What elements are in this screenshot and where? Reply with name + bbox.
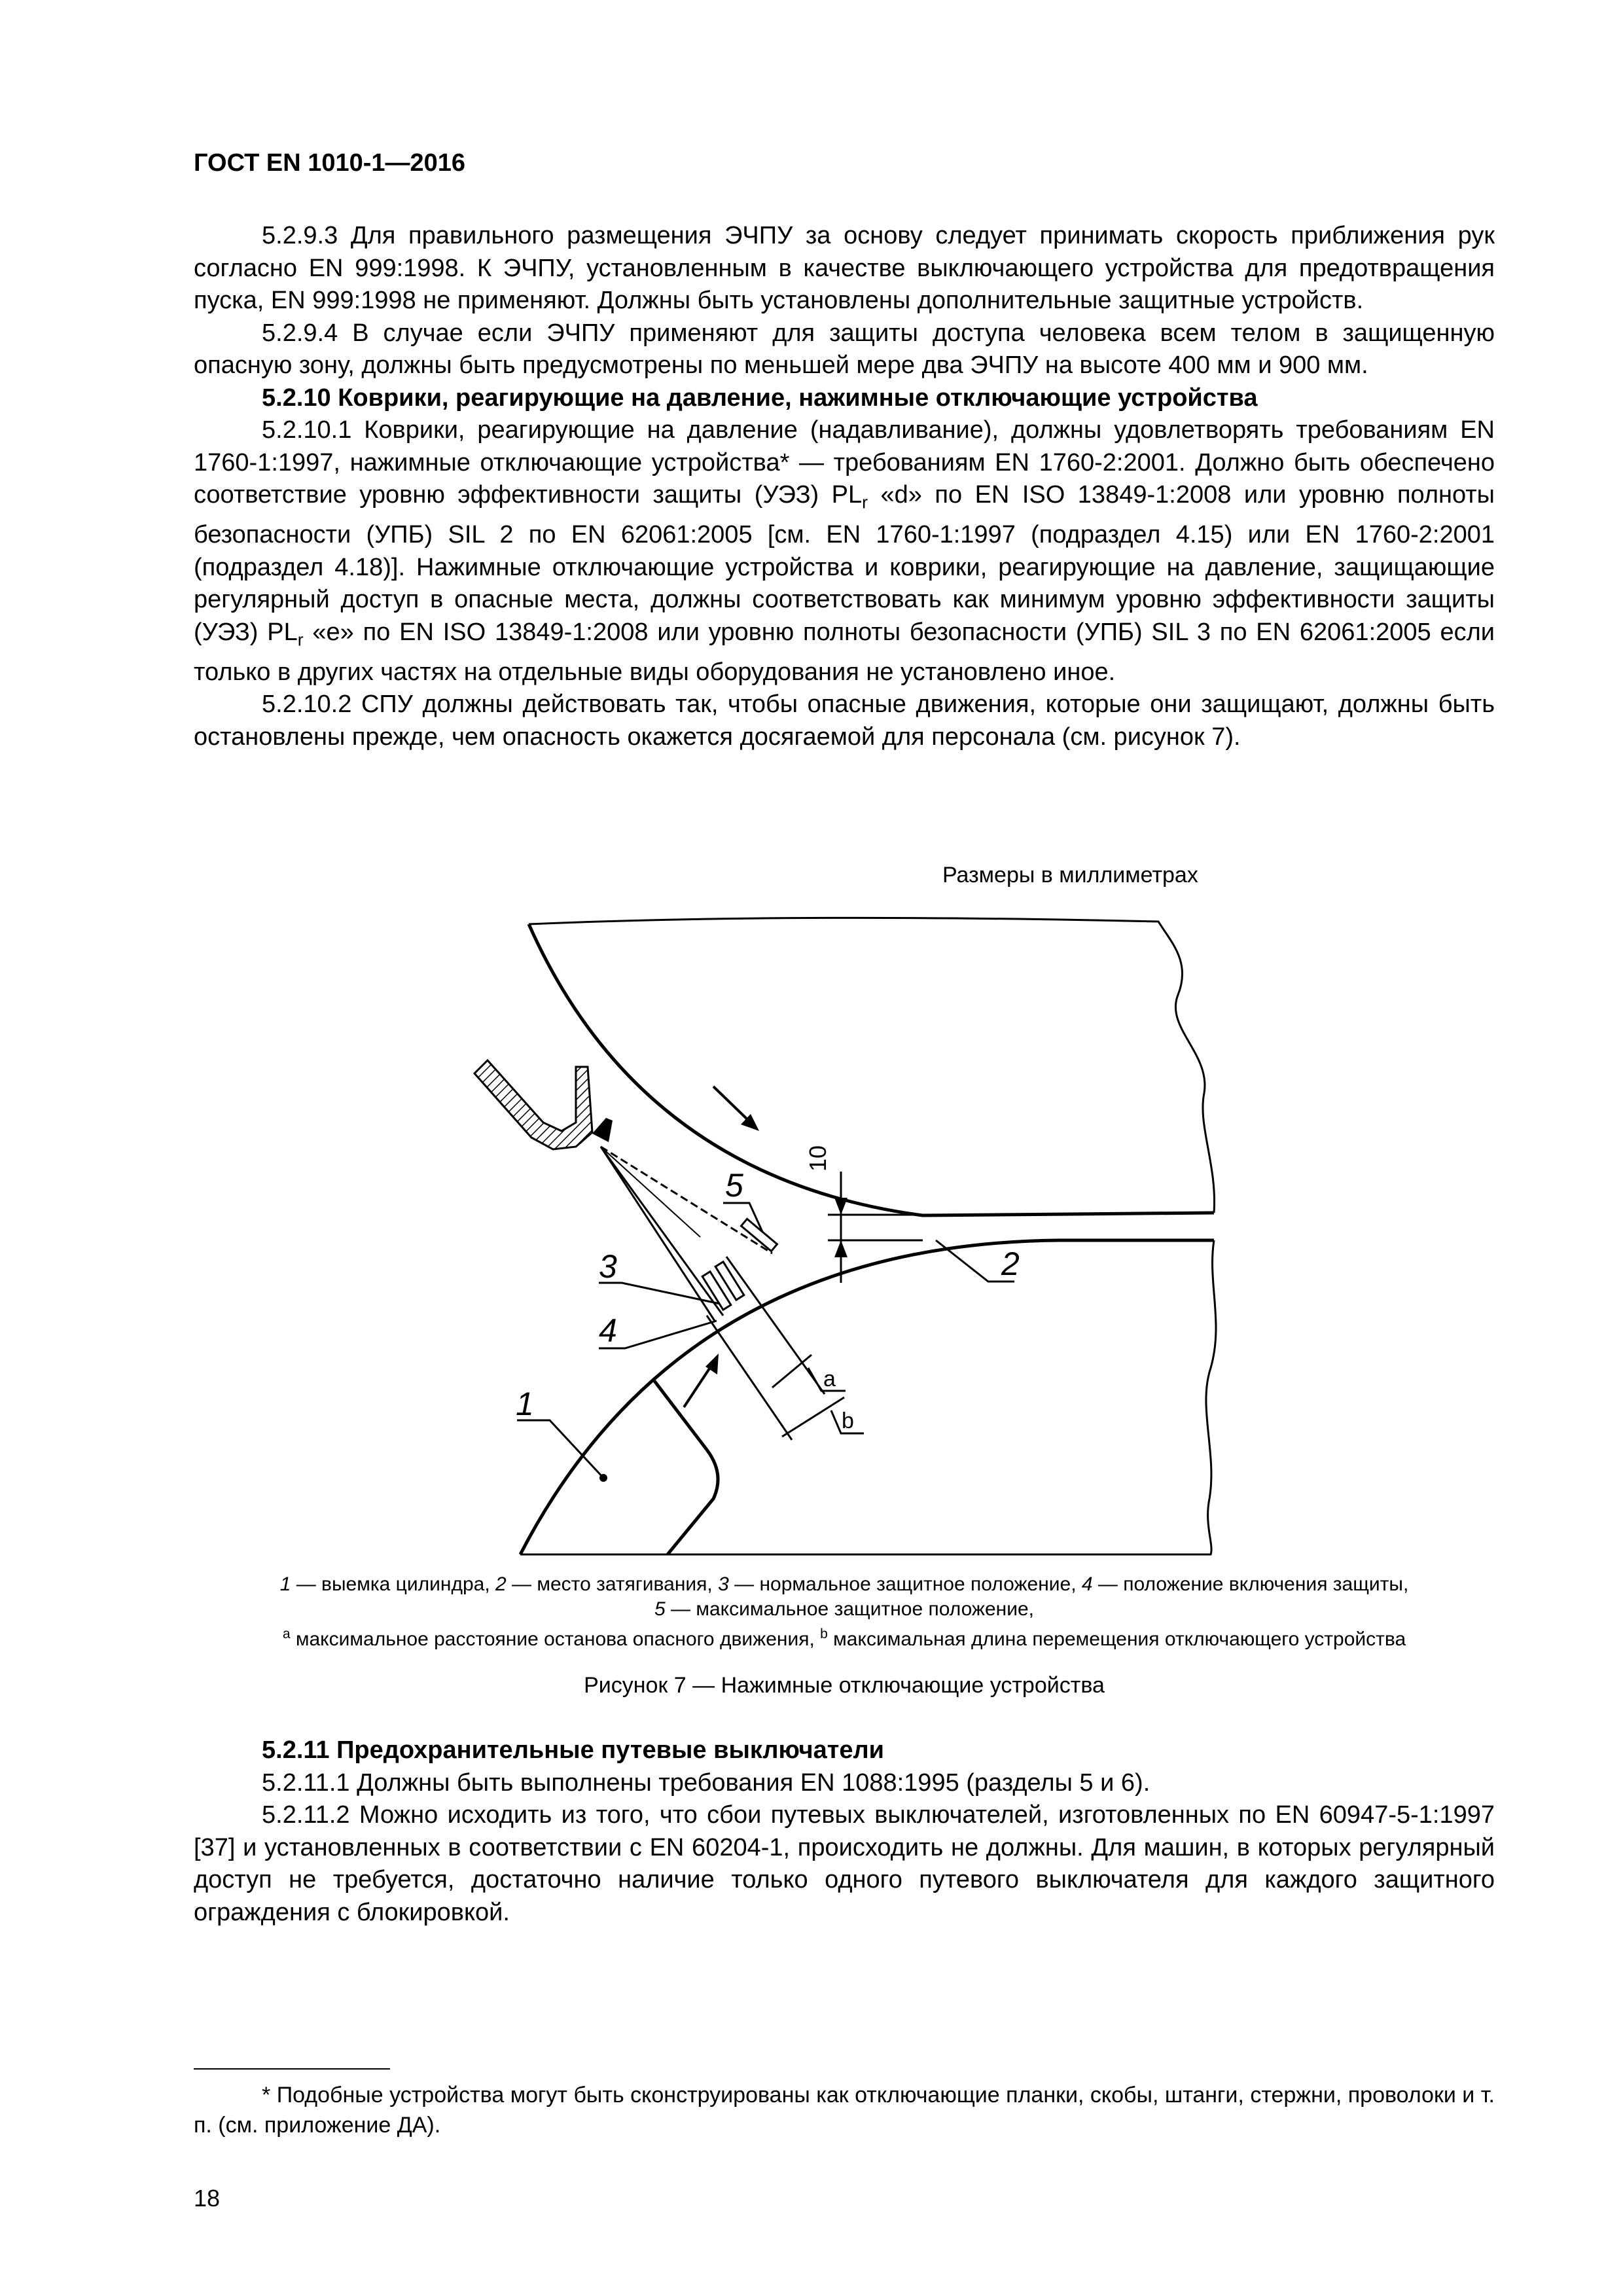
caption-line-1 — [196, 1572, 1492, 1597]
caption-num-3: 3 — [718, 1573, 729, 1595]
callout-1-leader — [517, 1420, 603, 1478]
caption-text-5: — максимальное защитное положение, — [665, 1598, 1035, 1620]
caption-text-4: — положение включения защиты, — [1092, 1573, 1409, 1595]
lower-rotation-arrow — [684, 1363, 713, 1407]
paragraph-5-2-10-1-part-1: 5.2.10.1 Коврики, реагирующие на давление (надавливание), должны удовлетворять требованиям EN 1760-1:1997, нажимные отключающие устройства* — требованиям EN 1760-2:2001. Должно быть обеспечено соответствие уровню эффективности защиты (УЭЗ) PL — [194, 416, 1495, 509]
dim-10-arrow-top — [834, 1198, 847, 1215]
dim-10-label: 10 — [804, 1145, 831, 1172]
paragraph-5-2-10-2: 5.2.10.2 СПУ должны действовать так, чтобы опасные движения, которые они защищают, должны быть остановлены прежде, чем опасность окажется досягаемой для персонала (см. рисунок 7). — [194, 691, 1495, 751]
upper-cylinder-outline — [529, 924, 1214, 1215]
callout-2-label: 2 — [1001, 1246, 1020, 1282]
caption-num-5: 5 — [654, 1598, 666, 1620]
subscript-r: r — [862, 492, 868, 512]
hatched-bracket — [474, 1060, 592, 1149]
paragraph-5-2-11-2: 5.2.11.2 Можно исходить из того, что сбои путевых выключателей, изготовленных по EN 60947-5-1:1997 [37] и установленных в соответствии с EN 60204-1, происходить не должны. Для машин, в которых регулярный доступ не требуется, достаточно наличие только одного путевого выключателя для каждого защитного ограждения с блокировкой. — [194, 1801, 1495, 1926]
paragraph-5-2-10-1-part-3: «е» по EN ISO 13849-1:2008 или уровню полноты безопасности (УПБ) SIL 3 по EN 62061:2005 если только в других частях на отдельные виды оборудования не установлено иное. — [194, 618, 1495, 686]
trip-bar-normal — [601, 1147, 723, 1316]
caption-num-1: 1 — [279, 1573, 291, 1595]
body-text-bottom — [194, 1734, 1495, 1929]
page-number: 18 — [194, 2185, 221, 2212]
caption-text-2: — место затягивания, — [506, 1573, 719, 1595]
callout-1-label: 1 — [516, 1386, 534, 1422]
caption-sup-a: a — [282, 1626, 291, 1641]
callout-4-label: 4 — [599, 1312, 617, 1349]
caption-sup-b: b — [820, 1626, 828, 1641]
dim-a-ext — [726, 1257, 825, 1394]
caption-num-4: 4 — [1081, 1573, 1093, 1595]
upper-cylinder-break-line — [529, 918, 1215, 1213]
section-heading-5-2-11: 5.2.11 Предохранительные путевые выключатели — [262, 1736, 884, 1764]
document-header: ГОСТ EN 1010-1—2016 — [194, 149, 466, 177]
footnote: * Подобные устройства могут быть сконструированы как отключающие планки, скобы, штанги, стержни, проволоки и т. п. (см. приложение ДА). — [194, 2083, 1495, 2138]
caption-text-a: максимальное расстояние останова опасного движения, — [290, 1628, 821, 1650]
paragraph-5-2-9-3: 5.2.9.3 Для правильного размещения ЭЧПУ за основу следует принимать скорость приближения рук согласно EN 999:1998. К ЭЧПУ, установленным в качестве выключающего устройства для предотвращения пуска, EN 999:1998 не применяют. Должны быть установлены дополнительные защитные устройств. — [194, 222, 1495, 314]
paragraph-5-2-10-1-part-2: «d» по EN ISO 13849-1:2008 или уровню полноты безопасности (УПБ) SIL 2 по EN 62061:2005 [см. EN 1760-1:1997 (подраздел 4.15) или EN 1760-2:2001 (подраздел 4.18)]. Нажимные отключающие устройства и коврики, реагирующие на давление, защищающие регулярный доступ в опасные места, должны соответствовать как минимум уровню эффективности защиты (УЭЗ) PL — [194, 481, 1495, 646]
section-heading-5-2-10: 5.2.10 Коврики, реагирующие на давление, нажимные отключающие устройства — [262, 384, 1258, 412]
caption-num-2: 2 — [495, 1573, 507, 1595]
footnote-divider — [194, 2068, 390, 2070]
callout-3-label: 3 — [599, 1248, 617, 1285]
figure-caption — [196, 1572, 1492, 1652]
caption-line-2 — [196, 1597, 1492, 1622]
callout-5-label: 5 — [725, 1167, 743, 1204]
dim-a-label: a — [823, 1367, 836, 1391]
dim-a-line — [772, 1355, 812, 1388]
caption-text-1: — выемка цилиндра, — [291, 1573, 495, 1595]
lower-cylinder-break-line — [520, 1240, 1216, 1554]
bracket-tip — [592, 1118, 613, 1142]
paragraph-5-2-11-1: 5.2.11.1 Должны быть выполнены требования EN 1088:1995 (разделы 5 и 6). — [262, 1768, 1150, 1797]
subscript-r: r — [297, 630, 304, 650]
lower-cylinder-outline — [520, 1240, 1214, 1554]
dim-b-ext — [707, 1316, 792, 1440]
caption-text-b: максимальная длина перемещения отключающего устройства — [827, 1628, 1406, 1650]
dim-10-arrow-bottom — [834, 1240, 847, 1257]
caption-text-3: — нормальное защитное положение, — [728, 1573, 1082, 1595]
figure-title: Рисунок 7 — Нажимные отключающие устройства — [584, 1673, 1105, 1698]
caption-line-3 — [196, 1622, 1492, 1652]
dim-b-label: b — [842, 1408, 854, 1433]
cylinder-recess — [654, 1381, 718, 1554]
dimensions-note: Размеры в миллиметрах — [942, 863, 1198, 888]
paragraph-5-2-9-4: 5.2.9.4 В случае если ЭЧПУ применяют для защиты доступа человека всем телом в защищенную опасную зону, должны быть предусмотрены по меньшей мере два ЭЧПУ на высоте 400 мм и 900 мм. — [194, 319, 1495, 379]
